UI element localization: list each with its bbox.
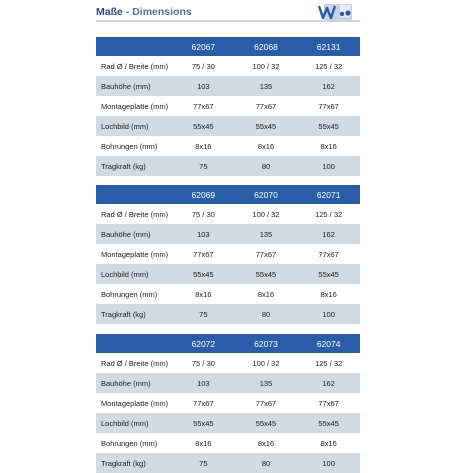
table-cell: 8x16 (257, 438, 275, 448)
row-label: Tragkraft (kg) (101, 458, 146, 468)
table-row (96, 393, 360, 413)
table-cell: 55x45 (193, 269, 214, 279)
row-label: Bohrungen (mm) (101, 438, 158, 448)
column-header: 62067 (191, 41, 216, 52)
table-row (96, 136, 360, 156)
row-label: Montageplatte (mm) (101, 249, 169, 259)
table-cell: 103 (197, 81, 210, 91)
row-label: Lochbild (mm) (101, 269, 149, 279)
row-label: Bohrungen (mm) (101, 289, 158, 299)
table-row (96, 56, 360, 76)
table-cell: 162 (322, 378, 335, 388)
row-label: Lochbild (mm) (101, 121, 149, 131)
table-row (96, 433, 360, 453)
table-cell: 8x16 (320, 141, 337, 151)
table-cell: 75 (199, 161, 208, 171)
table-header (96, 37, 360, 56)
table-row (96, 284, 360, 304)
table-cell: 75 (199, 458, 208, 468)
table-cell: 162 (322, 81, 335, 91)
table-cell: 75 / 30 (191, 61, 215, 71)
spec-table-2 (96, 185, 360, 324)
table-cell: 8x16 (195, 438, 212, 448)
table-cell: 55x45 (318, 418, 339, 428)
row-label: Tragkraft (kg) (101, 161, 146, 171)
row-label: Montageplatte (mm) (101, 101, 169, 111)
table-cell: 80 (261, 458, 271, 468)
table-cell: 8x16 (320, 438, 337, 448)
table-cell: 75 / 30 (191, 358, 215, 368)
table-row (96, 116, 360, 136)
table-cell: 75 (199, 309, 208, 319)
table-cell: 77x67 (255, 101, 277, 111)
table-cell: 55x45 (193, 121, 214, 131)
table-cell: 135 (259, 81, 273, 91)
table-cell: 100 / 32 (252, 209, 280, 219)
table-row (96, 244, 360, 264)
row-label: Montageplatte (mm) (101, 398, 169, 408)
table-row (96, 204, 360, 224)
table-row (96, 156, 360, 176)
table-cell: 8x16 (320, 289, 337, 299)
column-header: 62073 (254, 338, 278, 349)
table-cell: 55x45 (255, 121, 277, 131)
title-main: Maße (96, 6, 123, 18)
table-cell: 55x45 (193, 418, 214, 428)
column-header: 62069 (191, 189, 216, 200)
row-label: Lochbild (mm) (101, 418, 149, 428)
table-cell: 125 / 32 (315, 358, 343, 368)
table-cell: 125 / 32 (315, 209, 343, 219)
header-divider (96, 20, 360, 22)
column-header: 62071 (316, 189, 341, 200)
row-label: Bohrungen (mm) (101, 141, 158, 151)
column-header: 62074 (316, 338, 341, 349)
table-cell: 100 (322, 309, 335, 319)
table-cell: 77x67 (255, 249, 277, 259)
table-cell: 55x45 (318, 269, 339, 279)
wicke-logo (318, 2, 354, 22)
table-cell: 8x16 (195, 141, 212, 151)
row-label: Bauhöhe (mm) (101, 378, 151, 388)
table-cell: 77x67 (193, 249, 214, 259)
table-row (96, 413, 360, 433)
table-row (96, 224, 360, 244)
column-header: 62131 (316, 41, 341, 52)
spec-table-3 (96, 334, 360, 473)
table-cell: 55x45 (255, 269, 277, 279)
table-cell: 55x45 (318, 121, 339, 131)
table-cell: 77x67 (318, 101, 339, 111)
row-label: Bauhöhe (mm) (101, 229, 151, 239)
table-header (96, 334, 360, 353)
table-cell: 100 (322, 458, 335, 468)
table-row (96, 453, 360, 473)
row-label: Rad Ø / Breite (mm) (101, 61, 169, 71)
row-label: Tragkraft (kg) (101, 309, 146, 319)
spec-table-1 (96, 37, 360, 176)
table-cell: 100 / 32 (252, 358, 280, 368)
table-cell: 8x16 (195, 289, 212, 299)
table-cell: 77x67 (255, 398, 277, 408)
table-cell: 125 / 32 (315, 61, 343, 71)
table-cell: 77x67 (318, 398, 339, 408)
table-cell: 77x67 (193, 101, 214, 111)
table-row (96, 353, 360, 373)
table-cell: 103 (197, 378, 210, 388)
table-row (96, 96, 360, 116)
table-cell: 100 (322, 161, 335, 171)
title-separator: - (122, 6, 133, 18)
table-cell: 103 (197, 229, 210, 239)
table-cell: 77x67 (193, 398, 214, 408)
row-label: Rad Ø / Breite (mm) (101, 358, 169, 368)
table-cell: 8x16 (257, 141, 275, 151)
row-label: Rad Ø / Breite (mm) (101, 209, 169, 219)
table-row (96, 76, 360, 96)
table-cell: 135 (259, 378, 273, 388)
column-header: 62068 (254, 41, 278, 52)
table-cell: 8x16 (257, 289, 275, 299)
table-cell: 162 (322, 229, 335, 239)
table-cell: 135 (259, 229, 273, 239)
column-header: 62072 (191, 338, 216, 349)
title-sub: Dimensions (132, 6, 192, 18)
row-label: Bauhöhe (mm) (101, 81, 151, 91)
column-header: 62070 (254, 189, 278, 200)
page-title (96, 6, 192, 18)
table-row (96, 304, 360, 324)
table-cell: 80 (261, 161, 271, 171)
table-row (96, 373, 360, 393)
table-cell: 100 / 32 (252, 61, 280, 71)
table-cell: 75 / 30 (191, 209, 215, 219)
table-cell: 55x45 (255, 418, 277, 428)
table-cell: 80 (261, 309, 271, 319)
table-row (96, 264, 360, 284)
table-cell: 77x67 (318, 249, 339, 259)
table-header (96, 185, 360, 204)
